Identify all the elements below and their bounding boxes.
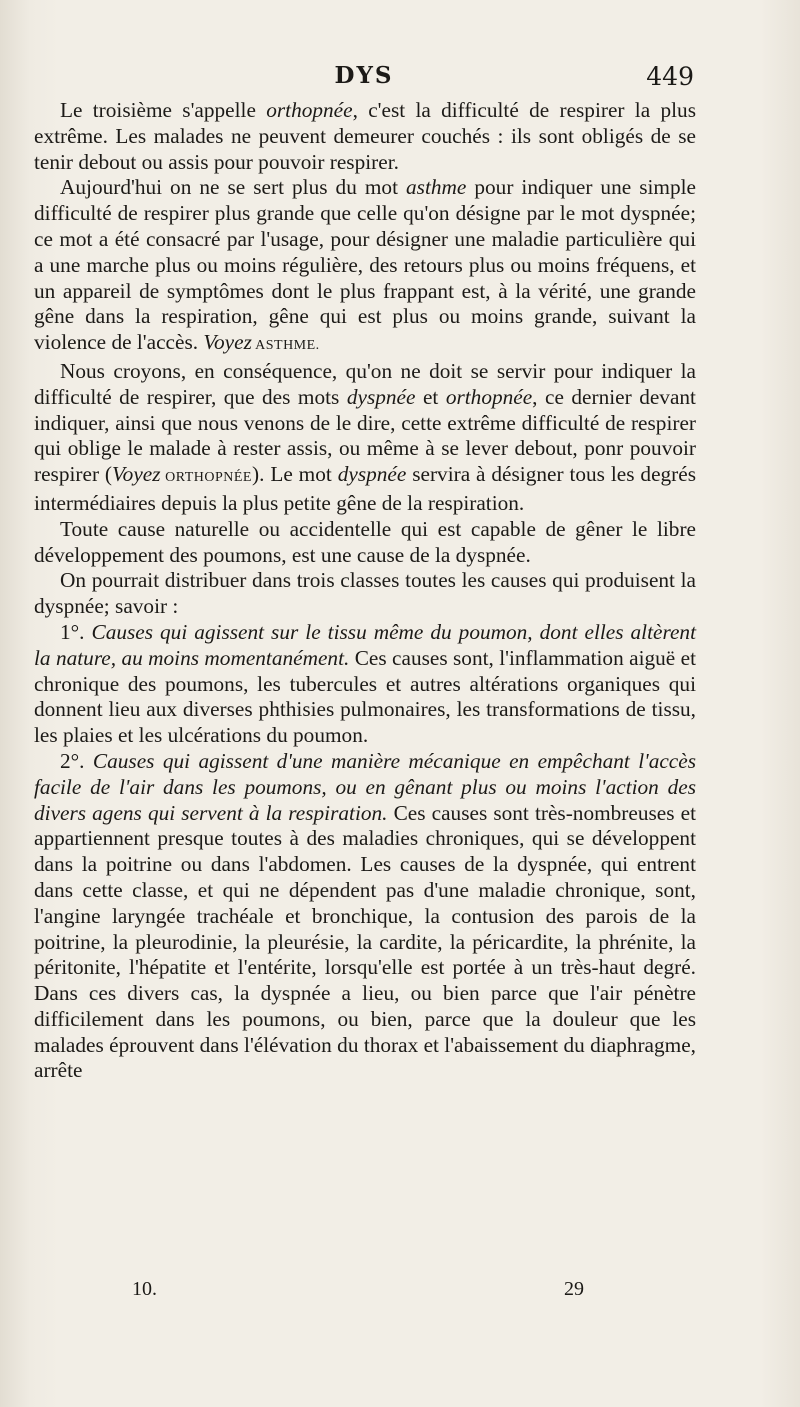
- text-run: 2°.: [60, 748, 93, 773]
- italic-run: orthopnée: [445, 384, 533, 409]
- paragraph: [34, 517, 696, 569]
- body-text: [34, 98, 696, 1084]
- text-run: servira à désigner tous les degrés intermédiaires depuis la plus petite gêne de la respiration.: [34, 462, 697, 515]
- italic-run: orthopnée: [266, 98, 353, 122]
- text-run: Ces causes sont très-nombreuses et appartiennent presque toutes à des maladies chroniques, qui se développent dans la poitrine ou dans l'abdomen. Les causes de la dyspnée, qui entrent dans cette classe, et qui ne dépendent pas d'une maladie chronique, sont, l'angine laryngée trachéale et bronchique, la contusion des parois de la poitrine, la pleurodinie, la pleurésie, la cardite, la péricardite, la phrénite, la péritonite, l'hépatite et l'entérite, lorsqu'elle est portée à un très-haut degré. Dans ces divers cas, la dyspnée a lieu, ou bien parce que l'air pénètre difficilement dans les poumons, ou bien, parce que la douleur que les malades éprouvent dans l'élévation du thorax et l'abaissement du diaphragme, arrête: [34, 800, 696, 1083]
- paragraph: [34, 620, 696, 749]
- sheet-number: 29: [564, 1278, 584, 1300]
- text-run: Nous croyons, en conséquence, qu'on ne doit se servir pour indiquer la difficulté de respirer, que des mots: [34, 358, 696, 409]
- text-run: 1°.: [60, 619, 92, 644]
- italic-run: dyspnée: [337, 462, 407, 487]
- page-footer: [34, 1278, 696, 1308]
- paragraph: [34, 98, 696, 175]
- text-run: Ces causes sont, l'inflammation aiguë et chronique des poumons, les tubercules et autres altérations organiques qui donnent lieu aux diverses phthisies pulmonaires, les transformations de tissu, les plaies et les ulcérations du poumon.: [34, 645, 696, 748]
- text-run: Le troisième s'appelle: [60, 98, 267, 122]
- italic-run: Causes qui agissent d'une manière mécanique en empêchant l'accès facile de l'air dans les poumons, ou en gênant plus ou moins l'action des divers agens qui servent à la respiration.: [34, 748, 696, 825]
- text-run: , c'est la difficulté de respirer la plus extrême. Les malades ne peuvent demeurer couchés : ils sont obligés de se tenir debout ou assis pour pouvoir respirer.: [34, 98, 696, 174]
- paragraph: [34, 359, 696, 517]
- small-caps-run: ASTHME.: [251, 338, 320, 354]
- page-number: 449: [646, 62, 694, 91]
- page-header: [34, 62, 694, 98]
- italic-run: Voyez: [112, 462, 161, 487]
- signature-mark: 10.: [132, 1278, 157, 1300]
- text-run: pour indiquer une simple difficulté de respirer plus grande que celle qu'on désigne par le mot dyspnée; ce mot a été consacré par l'usage, pour désigner une maladie particulière qui a une marche plus ou moins régulière, des retours plus ou moins fréquens, et un appareil de symptômes dont le plus frappant est, à la vérité, une grande gêne dans la respiration, gêne qui est plus ou moins grande, suivant la violence de l'accès.: [34, 175, 696, 355]
- paragraph: [34, 175, 696, 359]
- paragraph: [34, 749, 696, 1084]
- text-run: , ce dernier devant indiquer, ainsi que nous venons de le dire, cette extrême difficulté de respirer qui oblige le malade à rester assis, ou même à se lever debout, ponr pouvoir respirer (: [34, 384, 696, 487]
- small-caps-run: ORTHOPNÉE: [160, 470, 252, 486]
- text-run: et: [415, 384, 446, 409]
- text-run: Aujourd'hui on ne se sert plus du mot: [60, 175, 407, 200]
- italic-run: dyspnée: [346, 384, 416, 409]
- italic-run: Voyez: [203, 330, 252, 355]
- text-run: On pourrait distribuer dans trois classes toutes les causes qui produisent la dyspnée; savoir :: [34, 568, 696, 619]
- text-run: Toute cause naturelle ou accidentelle qui est capable de gêner le libre développement des poumons, est une cause de la dyspnée.: [34, 516, 696, 567]
- running-title: DYS: [334, 62, 394, 89]
- text-run: ). Le mot: [252, 462, 338, 487]
- paragraph: [34, 568, 696, 620]
- italic-run: asthme: [406, 175, 467, 200]
- italic-run: Causes qui agissent sur le tissu même du poumon, dont elles altèrent la nature, au moins momentanément.: [34, 619, 696, 670]
